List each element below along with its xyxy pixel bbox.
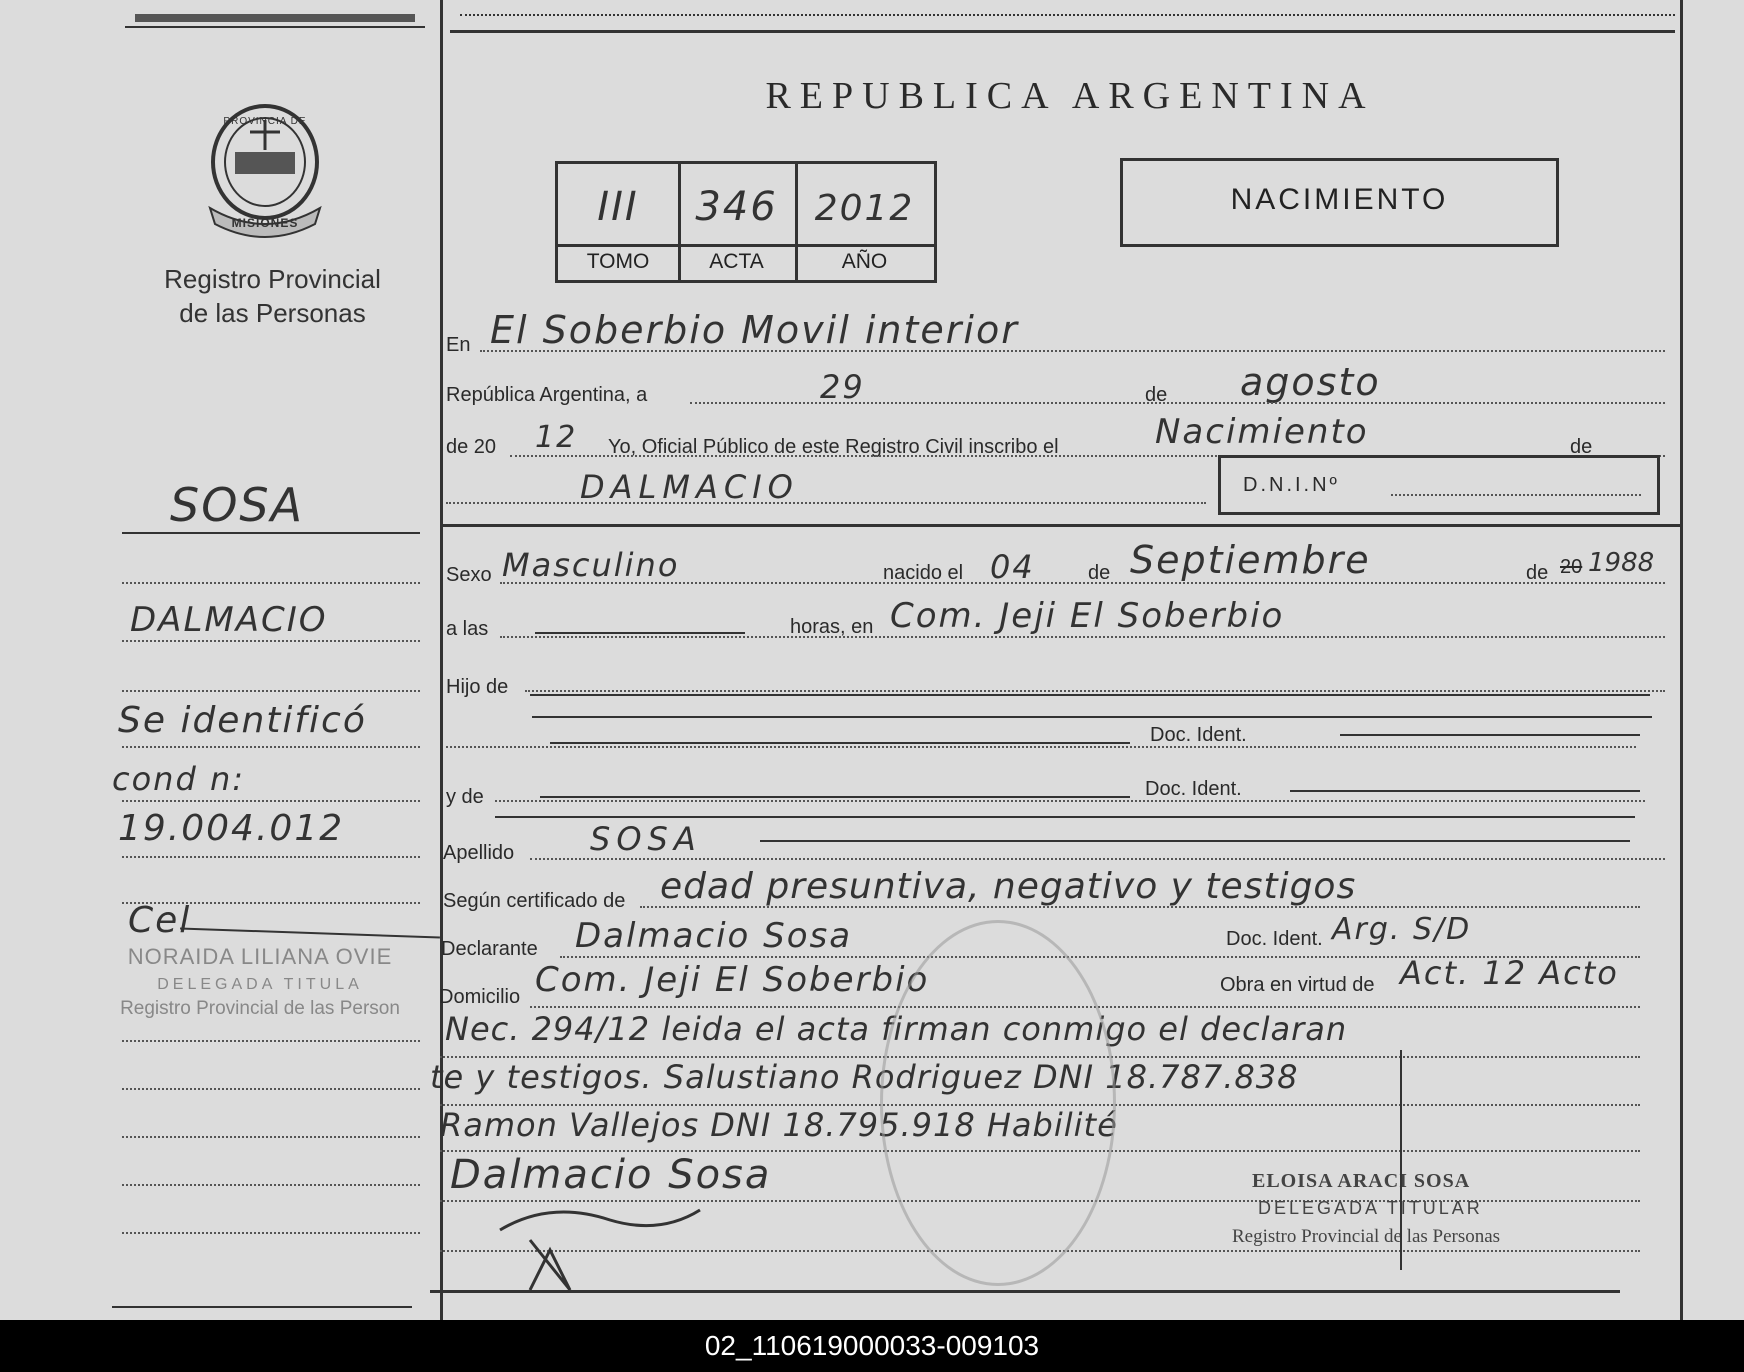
registry-name-line2: de las Personas (179, 298, 366, 328)
margin-rule (112, 1306, 412, 1308)
hijo-label: Hijo de (446, 676, 509, 698)
segun-value: edad presuntiva, negativo y testigos (660, 866, 1357, 907)
strike-line (532, 716, 1652, 718)
form-dotted-line (446, 502, 1206, 504)
acta-value: 346 (695, 184, 778, 230)
tomo-value: III (597, 184, 639, 230)
country-title: REPUBLICA ARGENTINA (765, 75, 1375, 117)
en-label: En (446, 334, 471, 356)
form-dotted-line (530, 858, 1665, 860)
birth-year-struck: 20 (1560, 556, 1583, 578)
form-dotted-line (495, 800, 1645, 802)
margin-note-line3: 19.004.012 (118, 808, 345, 849)
birth-month-value: Septiembre (1130, 538, 1371, 582)
strike-line (760, 840, 1630, 842)
right-border (1680, 0, 1683, 1320)
section-rule (440, 524, 1680, 527)
official-title: DELEGADA TITULAR (1258, 1198, 1483, 1218)
margin-dotted-line (122, 1088, 420, 1090)
form-dotted-line (640, 906, 1640, 908)
strike-line (1290, 790, 1640, 792)
nacido-label: nacido el (883, 562, 964, 584)
record-type-label: NACIMIENTO (1230, 183, 1449, 216)
domicilio-label: Domicilio (439, 986, 521, 1008)
sexo-value: Masculino (502, 546, 680, 584)
margin-rule (122, 532, 420, 534)
day-value: 29 (820, 368, 865, 406)
record-number-box (555, 161, 937, 283)
yo-label: Yo, Oficial Público de este Registro Civil inscribo el (608, 436, 1059, 458)
signature-stroke (180, 927, 440, 938)
birth-day-value: 04 (990, 548, 1035, 586)
declarante-label: Declarante (441, 938, 538, 960)
margin-dotted-line (122, 856, 420, 858)
fingerprint-scribble-icon (490, 1190, 710, 1300)
margin-rule (125, 26, 425, 28)
de-label: de (1145, 384, 1168, 406)
notes-line-2: te y testigos. Salustiano Rodriguez DNI 18.787.838 (430, 1058, 1299, 1096)
official-registry: Registro Provincial de las Personas (1232, 1226, 1501, 1247)
margin-surname: SOSA (170, 478, 305, 532)
dni-label: D.N.I.Nº (1243, 474, 1340, 496)
apellido-label: Apellido (443, 842, 515, 864)
top-rule (450, 30, 1675, 33)
republica-label: República Argentina, a (446, 384, 648, 406)
horas-label: horas, en (790, 616, 874, 638)
domicilio-value: Com. Jeji El Soberbio (535, 960, 930, 1000)
de20-label: de 20 (446, 436, 497, 458)
margin-column (0, 0, 420, 1320)
declarant-signature: Dalmacio Sosa (450, 1152, 772, 1198)
strike-line (540, 796, 1130, 798)
form-dotted-line (525, 690, 1665, 692)
form-dotted-line (480, 350, 1665, 352)
form-dotted-line (446, 746, 1636, 748)
signature-stroke (1400, 1050, 1402, 1270)
margin-dotted-line (122, 1232, 420, 1234)
registry-name-line1: Registro Provincial (164, 264, 381, 294)
hour-blank-line (535, 632, 745, 634)
margin-dotted-line (122, 690, 420, 692)
apellido-value: SOSA (590, 820, 702, 858)
de-label-3: de (1088, 562, 1111, 584)
notes-line-1: Nec. 294/12 leida el acta firman conmigo el declaran (445, 1010, 1348, 1048)
margin-dotted-line (122, 640, 420, 642)
tomo-label: TOMO (586, 250, 650, 273)
official-name: ELOISA ARACI SOSA (1252, 1170, 1471, 1192)
record-box-divider (558, 244, 934, 247)
margin-signature: Cel (128, 900, 192, 941)
doc-ident-label-2: Doc. Ident. (1145, 778, 1242, 800)
obra-value: Act. 12 Acto (1400, 954, 1619, 992)
top-dotted-line (460, 14, 1675, 16)
margin-given-name: DALMACIO (130, 600, 328, 640)
strike-line (1340, 734, 1640, 736)
birth-year-value: 1988 (1588, 548, 1655, 578)
form-dotted-line (500, 582, 1665, 584)
margin-dotted-line (122, 1040, 420, 1042)
alas-label: a las (446, 618, 489, 640)
form-dotted-line (690, 402, 1665, 404)
de-label-4: de (1526, 562, 1549, 584)
margin-note-line2: cond n: (112, 760, 245, 798)
logo-text-bottom: MISIONES (231, 216, 299, 230)
margin-stamp-name: NORAIDA LILIANA OVIE (127, 944, 393, 969)
birth-place-value: Com. Jeji El Soberbio (890, 596, 1285, 636)
obra-label: Obra en virtud de (1220, 974, 1375, 996)
strike-line (530, 694, 1650, 696)
dni-dotted-line (1391, 494, 1641, 496)
margin-dotted-line (122, 1184, 420, 1186)
dni-box (1218, 455, 1660, 515)
declarante-value: Dalmacio Sosa (575, 916, 853, 956)
record-type-box (1120, 158, 1559, 247)
de-label-2: de (1570, 436, 1593, 458)
month-value: agosto (1240, 360, 1381, 404)
margin-stamp-title: DELEGADA TITULA (157, 976, 363, 993)
anio-label: AÑO (841, 250, 888, 273)
top-decorative-band (135, 14, 415, 22)
margin-note-line1: Se identificó (118, 700, 367, 741)
sexo-label: Sexo (446, 564, 492, 586)
year-value: 12 (535, 420, 578, 455)
margin-dotted-line (122, 800, 420, 802)
form-dotted-line (500, 636, 1665, 638)
margin-dotted-line (122, 582, 420, 584)
anio-value: 2012 (814, 188, 915, 229)
notes-line-3: Ramon Vallejos DNI 18.795.918 Habilité (440, 1106, 1118, 1144)
doc-ident-label: Doc. Ident. (1150, 724, 1247, 746)
logo-text-top: PROVINCIA DE (223, 116, 307, 127)
margin-dotted-line (122, 1136, 420, 1138)
image-code: 02_110619000033-009103 (704, 1330, 1040, 1361)
strike-line (550, 742, 1130, 744)
circular-seal-stamp (880, 920, 1116, 1286)
registered-name-value: DALMACIO (580, 468, 799, 506)
doc-ident-label-3: Doc. Ident. (1226, 928, 1323, 950)
en-value: El Soberbio Movil interior (490, 308, 1019, 352)
declarante-doc-value: Arg. S/D (1332, 912, 1472, 947)
inscribo-value: Nacimiento (1155, 412, 1369, 452)
strike-line (495, 816, 1635, 818)
acta-label: ACTA (709, 250, 764, 273)
segun-label: Según certificado de (443, 890, 626, 912)
yde-label: y de (446, 786, 484, 808)
margin-stamp-registry: Registro Provincial de las Person (120, 998, 400, 1019)
margin-dotted-line (122, 746, 420, 748)
